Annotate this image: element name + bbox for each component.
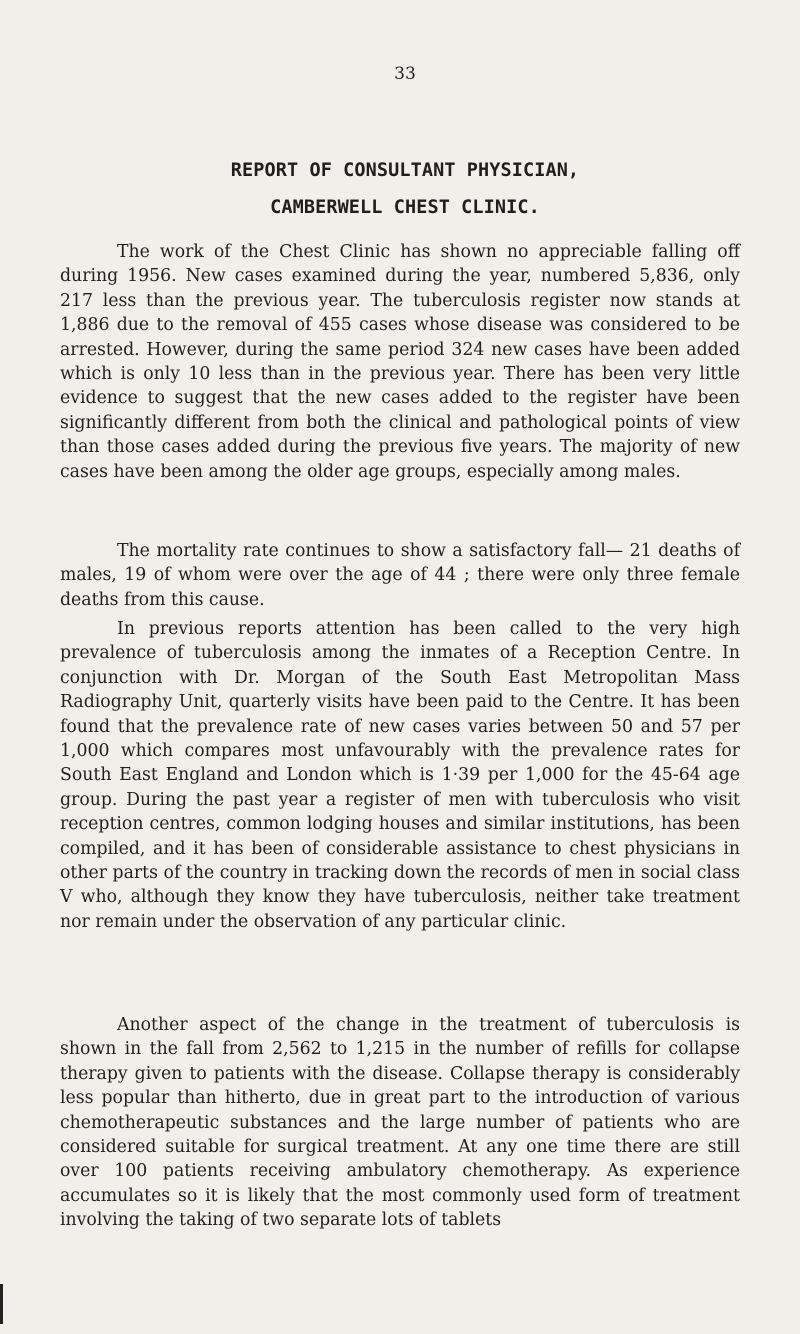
- report-subtitle: CAMBERWELL CHEST CLINIC.: [270, 197, 540, 218]
- paragraph-clinic-work: The work of the Chest Clinic has shown no appreciable falling off during 1956. New cases examined during the year, numbered 5,836, only 217 less than the previous year. The tuberculosis register now stands at 1,886 due to the removal of 455 cases whose disease was considered to be arrested. However, during the same period 324 new cases have been added which is only 10 less than in the previous year. There has been very little evidence to suggest that the new cases added to the register have been significantly different from both the clinical and pathological points of view than those cases added during the previous five years. The majority of new cases have been among the older age groups, especially among males.: [60, 242, 740, 482]
- paragraph-treatment-change: Another aspect of the change in the treatment of tuberculosis is shown in the fall from 2,562 to 1,215 in the number of refills for collapse therapy given to patients with the disease. Collapse therapy is considerably less popular than hitherto, due in great part to the introduction of various chemotherapeutic substances and the large number of patients who are considered suitable for surgical treatment. At any one time there are still over 100 patients receiving ambulatory chemotherapy. As experience accumulates so it is likely that the most commonly used form of treatment involving the taking of two separate lots of tablets: [60, 1015, 740, 1231]
- page-number: 33: [394, 64, 416, 84]
- paragraph-mortality: The mortality rate continues to show a satisfactory fall— 21 deaths of males, 19 of whom were over the age of 44 ; there were only three female deaths from this cause.: [60, 541, 740, 610]
- paragraph-reception-centre: In previous reports attention has been called to the very high prevalence of tuberculosis among the inmates of a Reception Centre. In conjunction with Dr. Morgan of the South East Metropolitan Mass Radiography Unit, quarterly visits have been paid to the Centre. It has been found that the prevalence rate of new cases varies between 50 and 57 per 1,000 which compares most unfavourably with the prevalence rates for South East England and London which is 1·39 per 1,000 for the 45-64 age group. During the past year a register of men with tuberculosis who visit reception centres, common lodging houses and similar institutions, has been compiled, and it has been of considerable assistance to chest physicians in other parts of the country in tracking down the records of men in social class V who, although they know they have tuberculosis, neither take treatment nor remain under the observation of any particular clinic.: [60, 619, 740, 932]
- report-title: REPORT OF CONSULTANT PHYSICIAN,: [230, 160, 580, 181]
- scan-edge-mark: [0, 1284, 3, 1324]
